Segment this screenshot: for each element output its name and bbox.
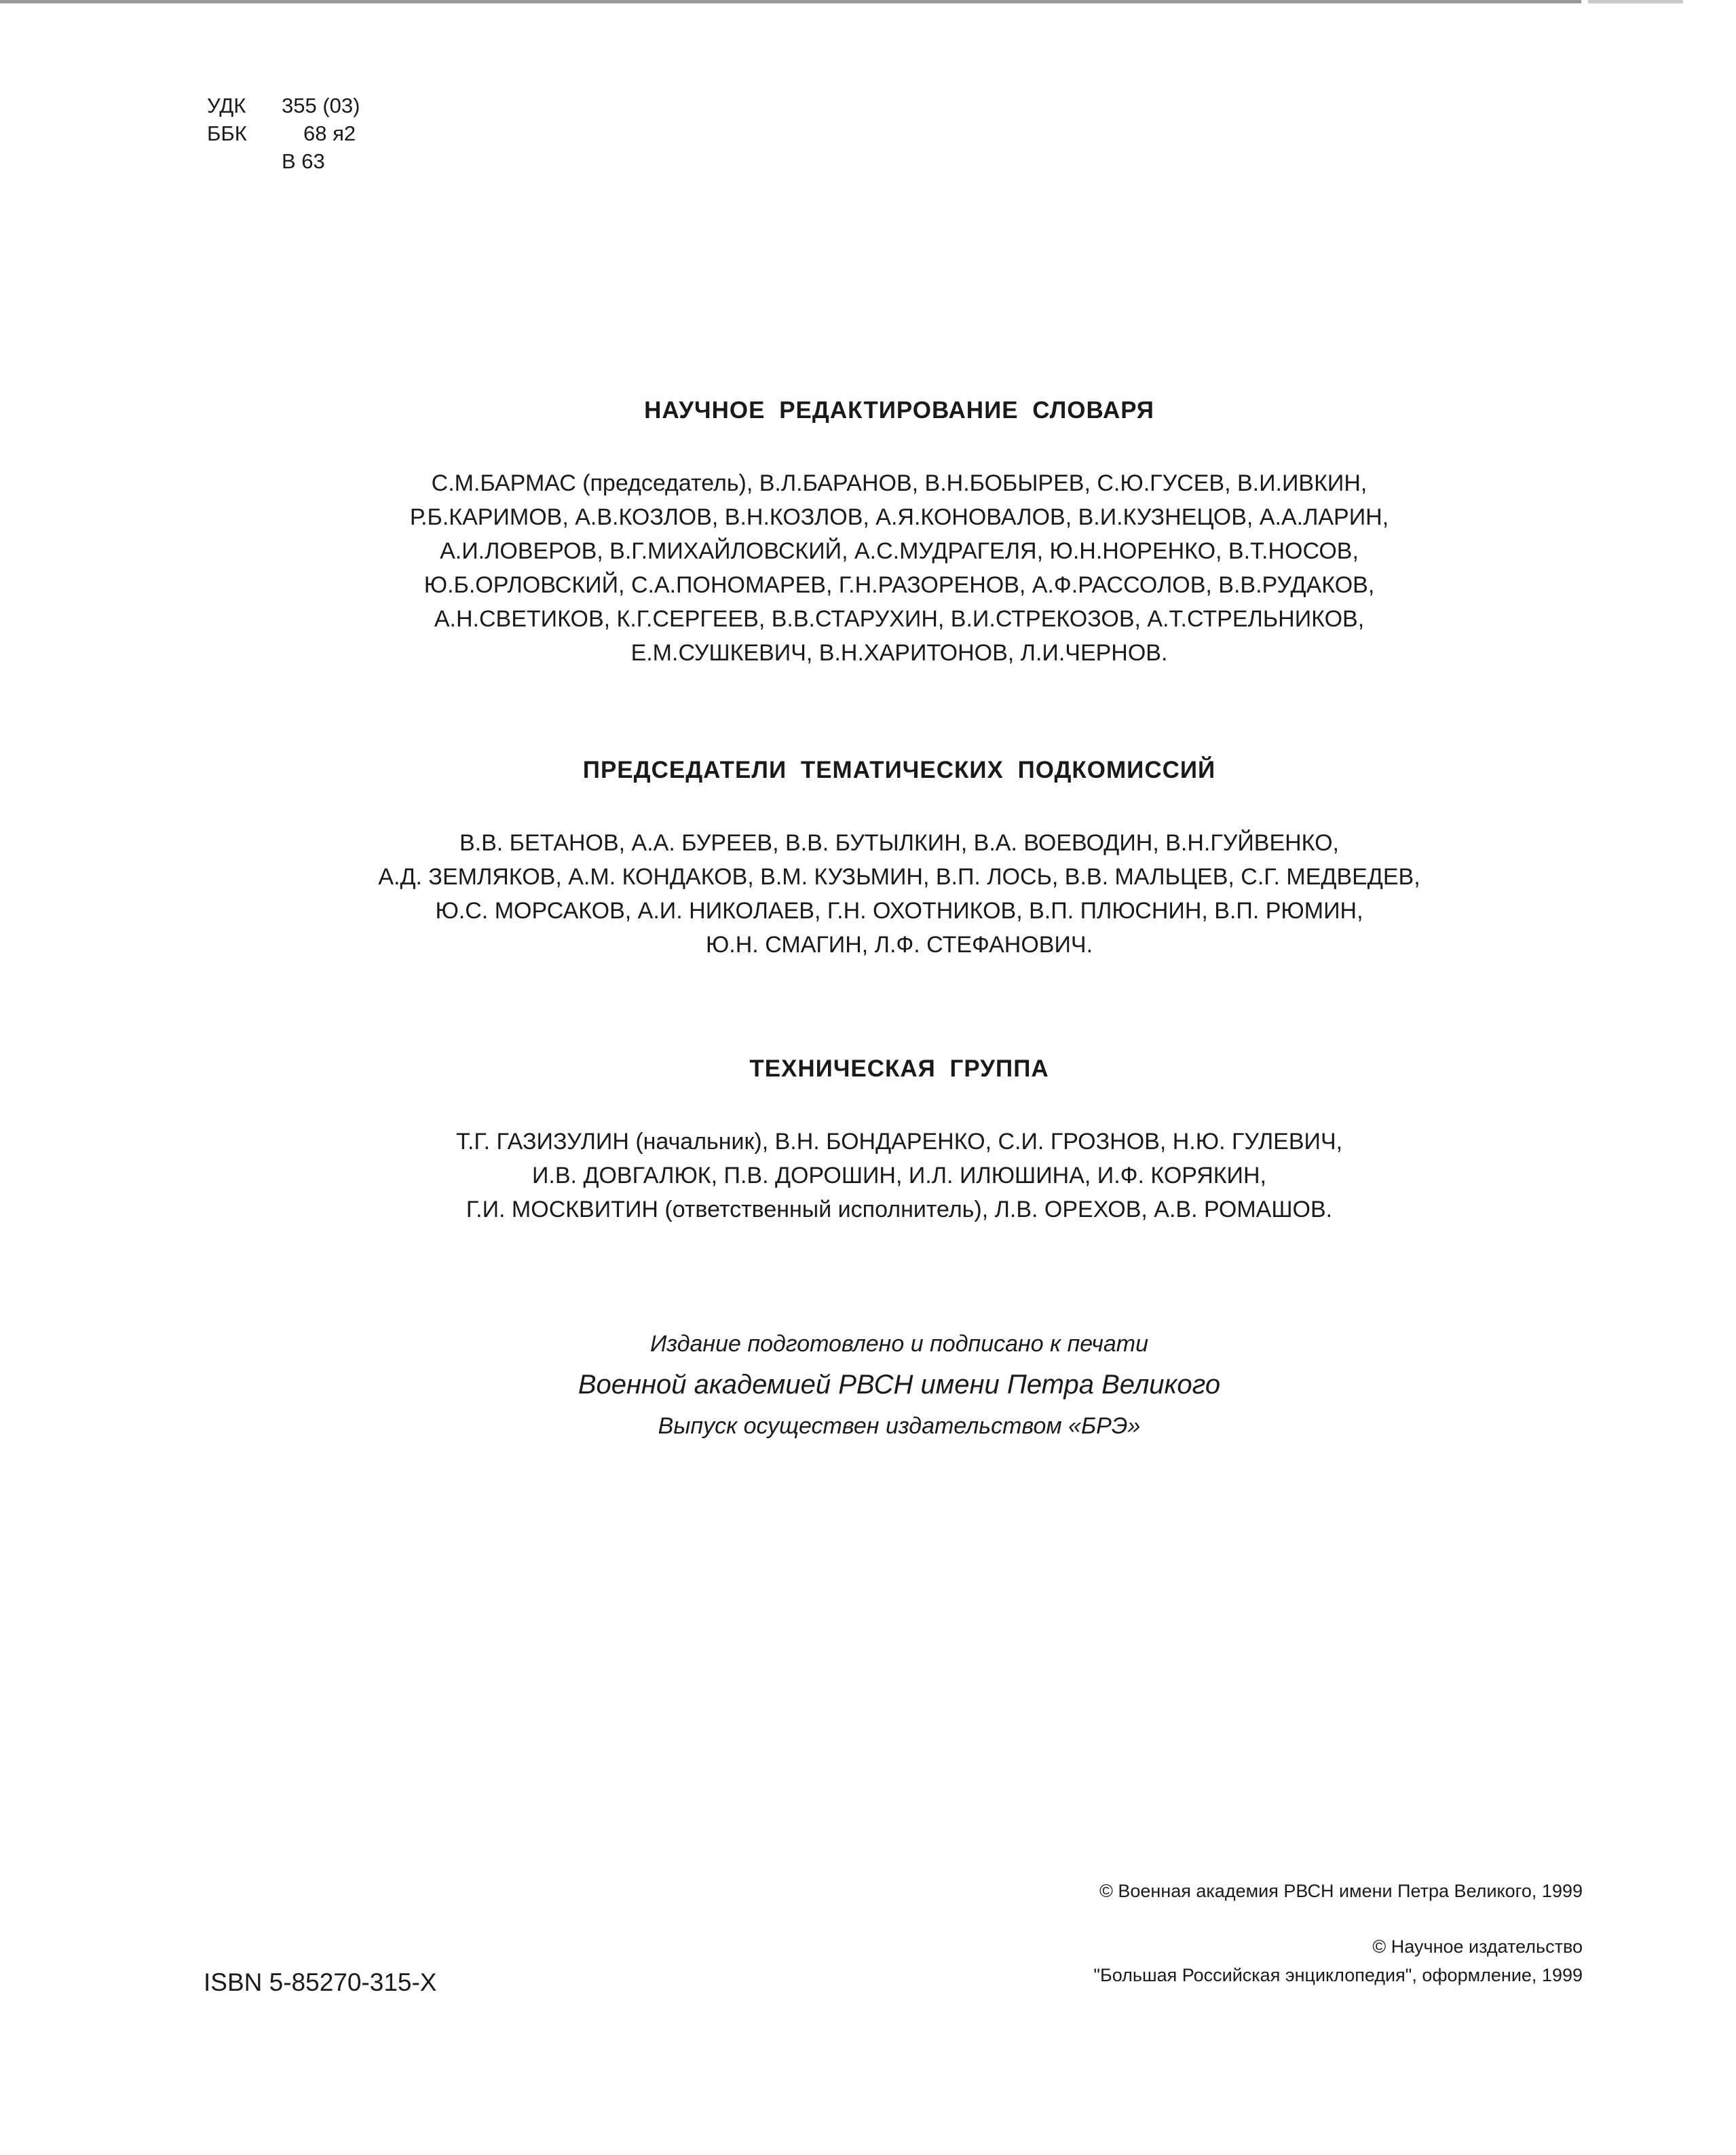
copyright-line: © Военная академия РВСН имени Петра Великого, 1999 [1099,1881,1583,1901]
isbn: ISBN 5-85270-315-X [204,1968,437,1996]
names-line: Г.И. МОСКВИТИН (ответственный исполнитель), Л.В. ОРЕХОВ, А.В. РОМАШОВ. [466,1197,1333,1222]
section-technical-group [170,1055,1629,1226]
names-line: Т.Г. ГАЗИЗУЛИН (начальник), В.Н. БОНДАРЕНКО, С.И. ГРОЗНОВ, Н.Ю. ГУЛЕВИЧ, [455,1129,1343,1155]
names-line: Ю.С. МОРСАКОВ, А.И. НИКОЛАЕВ, Г.Н. ОХОТНИКОВ, В.П. ПЛЮСНИН, В.П. РЮМИН, [435,898,1363,924]
names-line: А.И.ЛОВЕРОВ, В.Г.МИХАЙЛОВСКИЙ, А.С.МУДРАГЕЛЯ, Ю.Н.НОРЕНКО, В.Т.НОСОВ, [440,538,1359,564]
imprint-line: Издание подготовлено и подписано к печати [649,1331,1149,1357]
names-line: Ю.Б.ОРЛОВСКИЙ, С.А.ПОНОМАРЕВ, Г.Н.РАЗОРЕНОВ, А.Ф.РАССОЛОВ, В.В.РУДАКОВ, [423,572,1375,598]
copyright-line: © Научное издательство [1372,1936,1583,1957]
top-scan-edge-right [1588,0,1683,3]
author-code: В 63 [282,149,325,173]
bbk-row [207,119,360,147]
copyright-line: "Большая Российская энциклопедия", оформление, 1999 [1093,1965,1583,1985]
names-line: А.Н.СВЕТИКОВ, К.Г.СЕРГЕЕВ, В.В.СТАРУХИН, В.И.СТРЕКОЗОВ, А.Т.СТРЕЛЬНИКОВ, [434,606,1365,632]
section-subcommission-chairs [170,757,1629,962]
imprint-line: Военной академией РВСН имени Петра Великого [578,1370,1221,1400]
udk-row [207,92,360,119]
bibliographic-codes [207,92,360,175]
names-line: А.Д. ЗЕМЛЯКОВ, А.М. КОНДАКОВ, В.М. КУЗЬМИН, В.П. ЛОСЬ, В.В. МАЛЬЦЕВ, С.Г. МЕДВЕДЕВ, [378,864,1420,890]
copyright-block [1093,1877,1583,1989]
names-line: Ю.Н. СМАГИН, Л.Ф. СТЕФАНОВИЧ. [705,932,1093,958]
bbk-label: ББК [207,121,247,145]
publication-imprint [170,1324,1629,1447]
names-line: И.В. ДОВГАЛЮК, П.В. ДОРОШИН, И.Л. ИЛЮШИНА, И.Ф. КОРЯКИН, [531,1163,1266,1188]
names-line: С.М.БАРМАС (председатель), В.Л.БАРАНОВ, В.Н.БОБЫРЕВ, С.Ю.ГУСЕВ, В.И.ИВКИН, [431,470,1367,496]
imprint-line: Выпуск осуществен издательством «БРЭ» [658,1413,1141,1439]
section-scientific-editing [170,397,1629,670]
author-code-row [207,147,360,175]
names-line: В.В. БЕТАНОВ, А.А. БУРЕЕВ, В.В. БУТЫЛКИН, В.А. ВОЕВОДИН, В.Н.ГУЙВЕНКО, [459,830,1340,856]
top-scan-edge [0,0,1581,3]
bbk-value: 68 я2 [303,121,356,145]
udk-value: 355 (03) [282,94,360,117]
names-line: Е.М.СУШКЕВИЧ, В.Н.ХАРИТОНОВ, Л.И.ЧЕРНОВ. [630,640,1168,666]
udk-label: УДК [207,94,246,117]
section-title: ТЕХНИЧЕСКАЯ ГРУППА [749,1055,1049,1082]
section-title: ПРЕДСЕДАТЕЛИ ТЕМАТИЧЕСКИХ ПОДКОМИССИЙ [582,757,1216,783]
names-line: Р.Б.КАРИМОВ, А.В.КОЗЛОВ, В.Н.КОЗЛОВ, А.Я.КОНОВАЛОВ, В.И.КУЗНЕЦОВ, А.А.ЛАРИН, [409,504,1389,530]
section-title: НАУЧНОЕ РЕДАКТИРОВАНИЕ СЛОВАРЯ [644,397,1154,424]
